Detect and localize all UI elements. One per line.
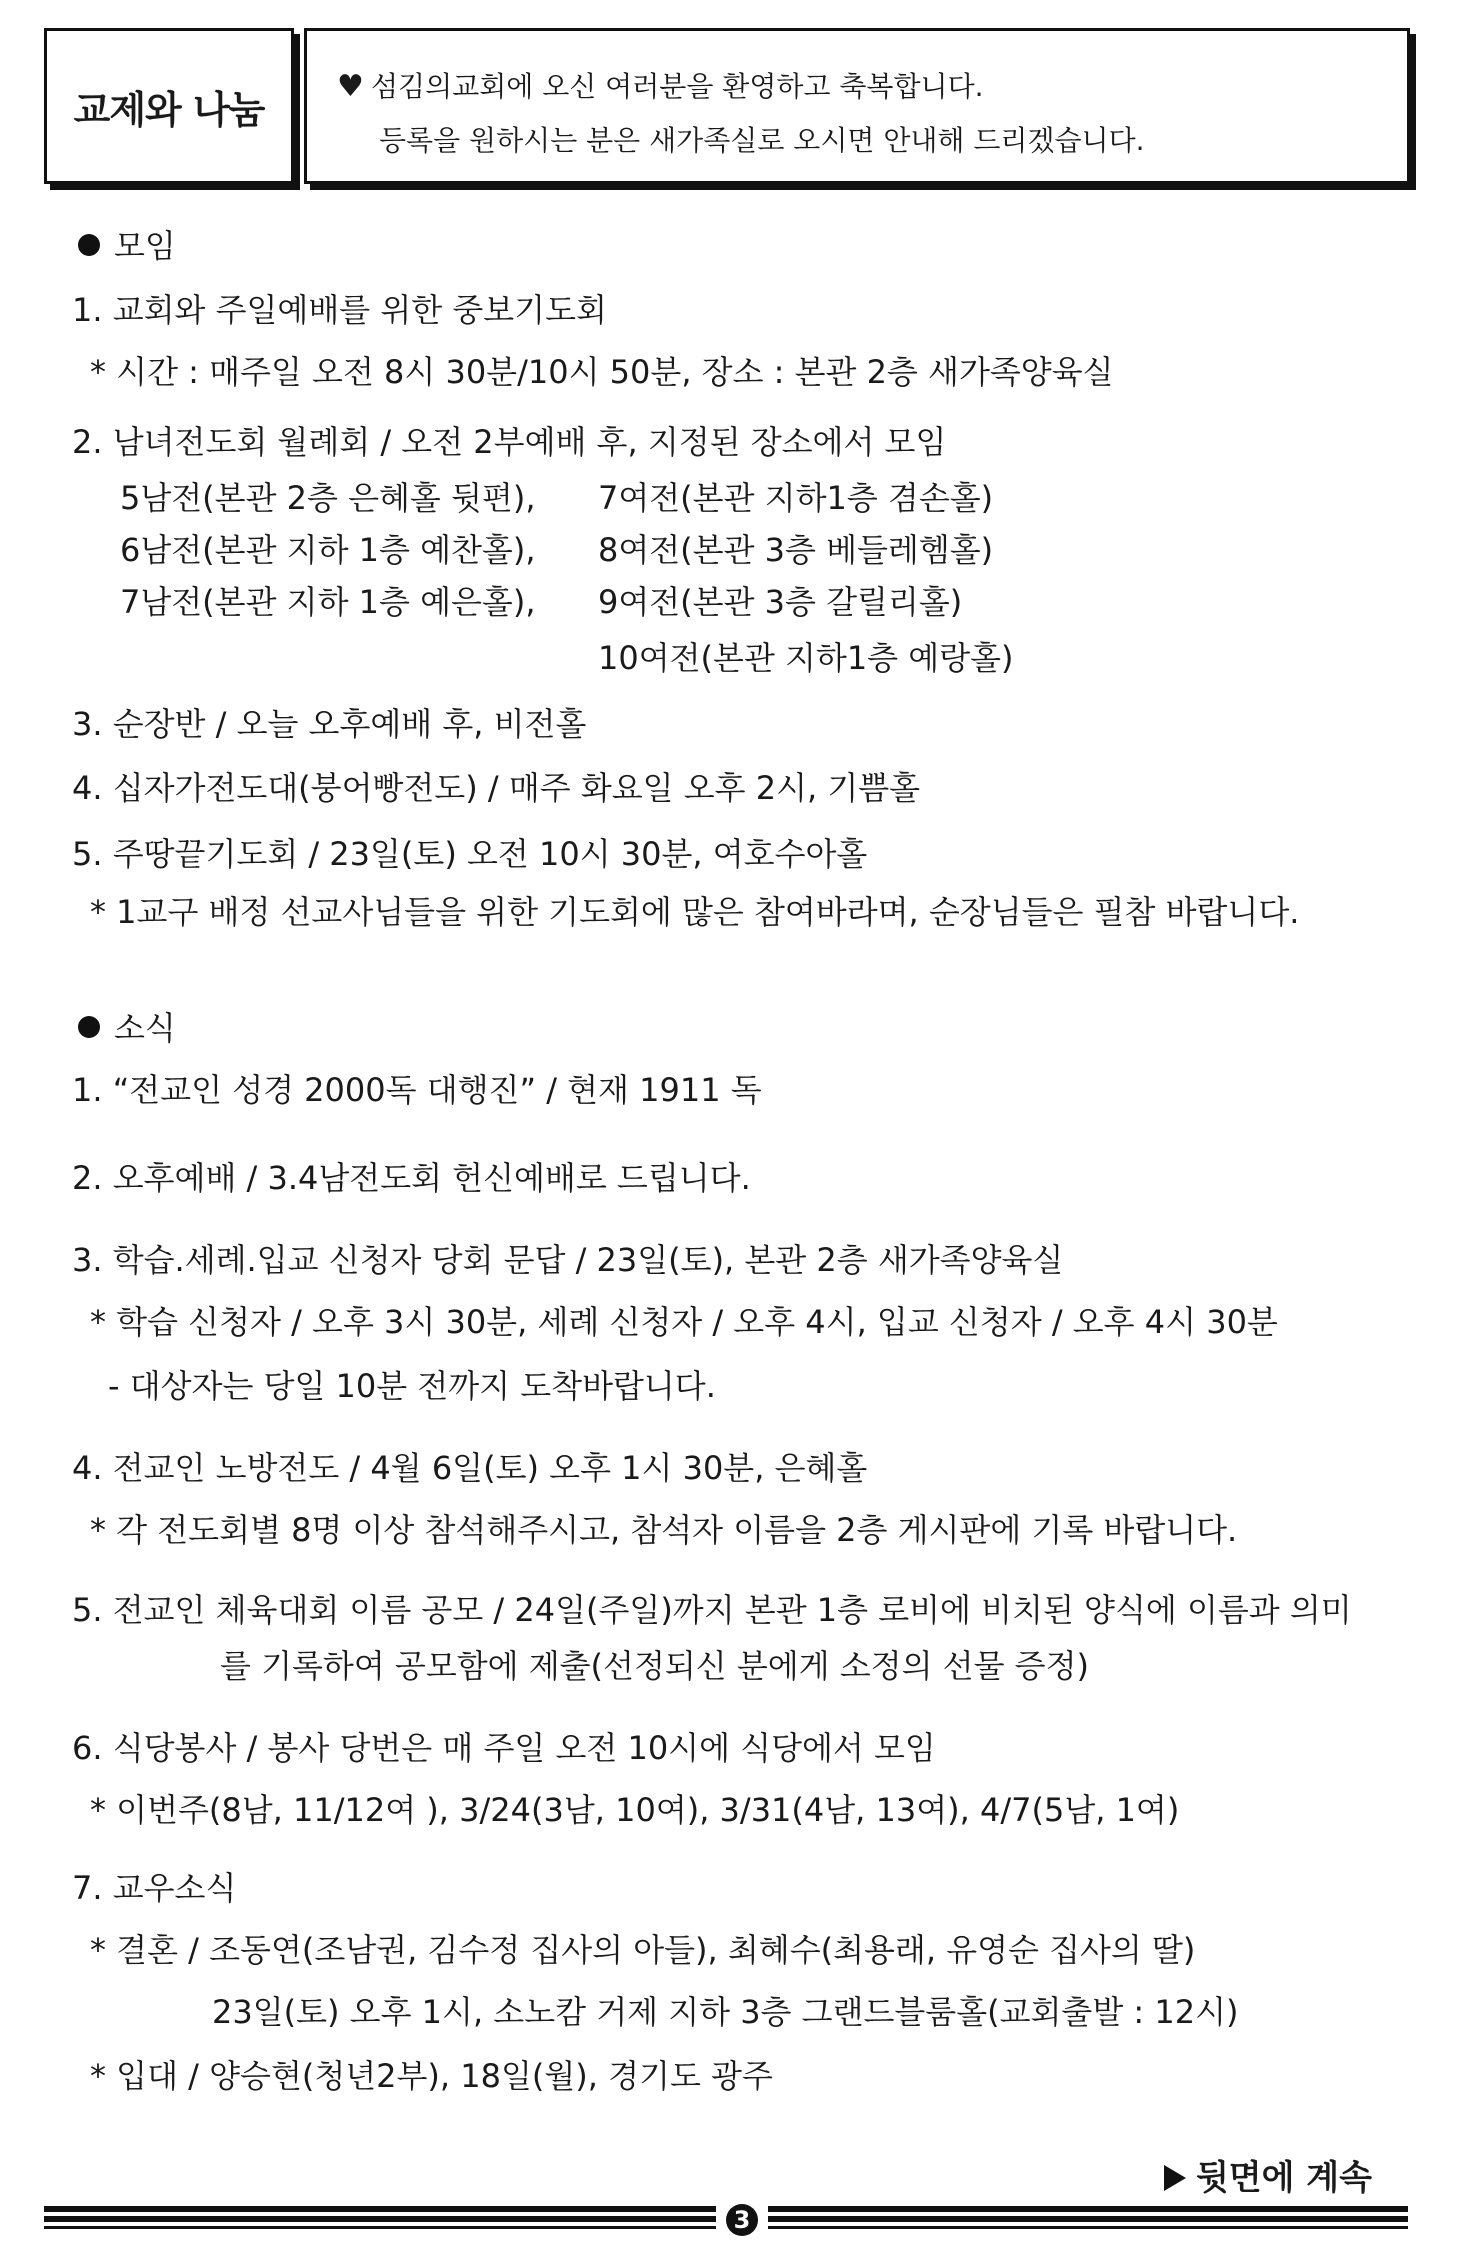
news-item-6: 6. 식당봉사 / 봉사 당번은 매 주일 오전 10시에 식당에서 모임 <box>72 1729 936 1767</box>
footer-rule-left <box>44 2206 716 2232</box>
meeting-item-5-note: * 1교구 배정 선교사님들을 위한 기도회에 많은 참여바라며, 순장님들은 필참 바랍니다. <box>90 893 1300 931</box>
welcome-line-1 <box>337 65 984 105</box>
meeting-item-5: 5. 주땅끝기도회 / 23일(토) 오전 10시 30분, 여호수아홀 <box>72 835 868 873</box>
meeting-item-2: 2. 남녀전도회 월례회 / 오전 2부예배 후, 지정된 장소에서 모임 <box>72 423 947 461</box>
news-item-6-note: * 이번주(8남, 11/12여 ), 3/24(3남, 10여), 3/31(4남, 13여), 4/7(5남, 1여) <box>90 1791 1180 1829</box>
news-item-3-note-1: * 학습 신청자 / 오후 3시 30분, 세례 신청자 / 오후 4시, 입교 신청자 / 오후 4시 30분 <box>90 1303 1278 1341</box>
news-heading <box>78 1008 176 1048</box>
women-group-4: 10여전(본관 지하1층 예랑홀) <box>598 639 1014 677</box>
meeting-item-4: 4. 십자가전도대(붕어빵전도) / 매주 화요일 오후 2시, 기쁨홀 <box>72 769 921 807</box>
welcome-box <box>304 28 1410 184</box>
news-item-4-note: * 각 전도회별 8명 이상 참석해주시고, 참석자 이름을 2층 게시판에 기록 바랍니다. <box>90 1511 1238 1549</box>
bullet-icon <box>78 234 100 256</box>
news-item-7-note-1: * 결혼 / 조동연(조남권, 김수정 집사의 아들), 최혜수(최용래, 유영순 집사의 딸) <box>90 1931 1196 1969</box>
women-group-1: 7여전(본관 지하1층 겸손홀) <box>598 479 994 517</box>
welcome-line-2: 등록을 원하시는 분은 새가족실로 오시면 안내해 드리겠습니다. <box>379 124 1145 157</box>
continue-text: 뒷면에 계속 <box>1195 2158 1372 2198</box>
section-title: 교제와 나눔 <box>73 87 265 132</box>
men-group-1: 5남전(본관 2층 은혜홀 뒷편), <box>120 479 536 517</box>
news-item-5-line-1: 5. 전교인 체육대회 이름 공모 / 24일(주일)까지 본관 1층 로비에 비치된 양식에 이름과 의미 <box>72 1591 1352 1629</box>
bullet-icon <box>78 1016 100 1038</box>
news-item-3-note-2: - 대상자는 당일 10분 전까지 도착바랍니다. <box>108 1367 716 1405</box>
news-item-2: 2. 오후예배 / 3.4남전도회 헌신예배로 드립니다. <box>72 1159 751 1197</box>
section-title-box <box>44 28 294 184</box>
meeting-item-1-note: * 시간 : 매주일 오전 8시 30분/10시 50분, 장소 : 본관 2층 새가족양육실 <box>90 353 1114 391</box>
news-item-1: 1. “전교인 성경 2000독 대행진” / 현재 1911 독 <box>72 1071 762 1109</box>
women-group-3: 9여전(본관 3층 갈릴리홀) <box>598 583 963 621</box>
news-item-7: 7. 교우소식 <box>72 1869 237 1907</box>
news-item-7-note-1b: 23일(토) 오후 1시, 소노캄 거제 지하 3층 그랜드블룸홀(교회출발 : 12시) <box>212 1993 1239 2031</box>
welcome-text-1: 섬김의교회에 오신 여러분을 환영하고 축복합니다. <box>371 70 984 103</box>
news-item-4: 4. 전교인 노방전도 / 4월 6일(토) 오후 1시 30분, 은혜홀 <box>72 1449 868 1487</box>
women-group-2: 8여전(본관 3층 베들레헴홀) <box>598 531 994 569</box>
meetings-heading <box>78 226 176 266</box>
news-item-5-line-2: 를 기록하여 공모함에 제출(선정되신 분에게 소정의 선물 증정) <box>220 1647 1089 1685</box>
meeting-item-1: 1. 교회와 주일예배를 위한 중보기도회 <box>72 291 607 329</box>
play-arrow-icon <box>1164 2165 1186 2191</box>
news-heading-text: 소식 <box>114 1009 176 1047</box>
news-item-3: 3. 학습.세례.입교 신청자 당회 문답 / 23일(토), 본관 2층 새가족양육실 <box>72 1241 1064 1279</box>
news-item-7-note-2: * 입대 / 양승현(청년2부), 18일(월), 경기도 광주 <box>90 2057 773 2095</box>
men-group-2: 6남전(본관 지하 1층 예찬홀), <box>120 531 536 569</box>
men-group-3: 7남전(본관 지하 1층 예은홀), <box>120 583 536 621</box>
heart-icon: ♥ <box>337 69 364 104</box>
meetings-heading-text: 모임 <box>114 227 176 265</box>
continue-notice <box>1164 2150 1372 2199</box>
footer-rule-right <box>768 2206 1408 2232</box>
meeting-item-3: 3. 순장반 / 오늘 오후예배 후, 비전홀 <box>72 705 587 743</box>
page-number: 3 <box>726 2204 758 2236</box>
